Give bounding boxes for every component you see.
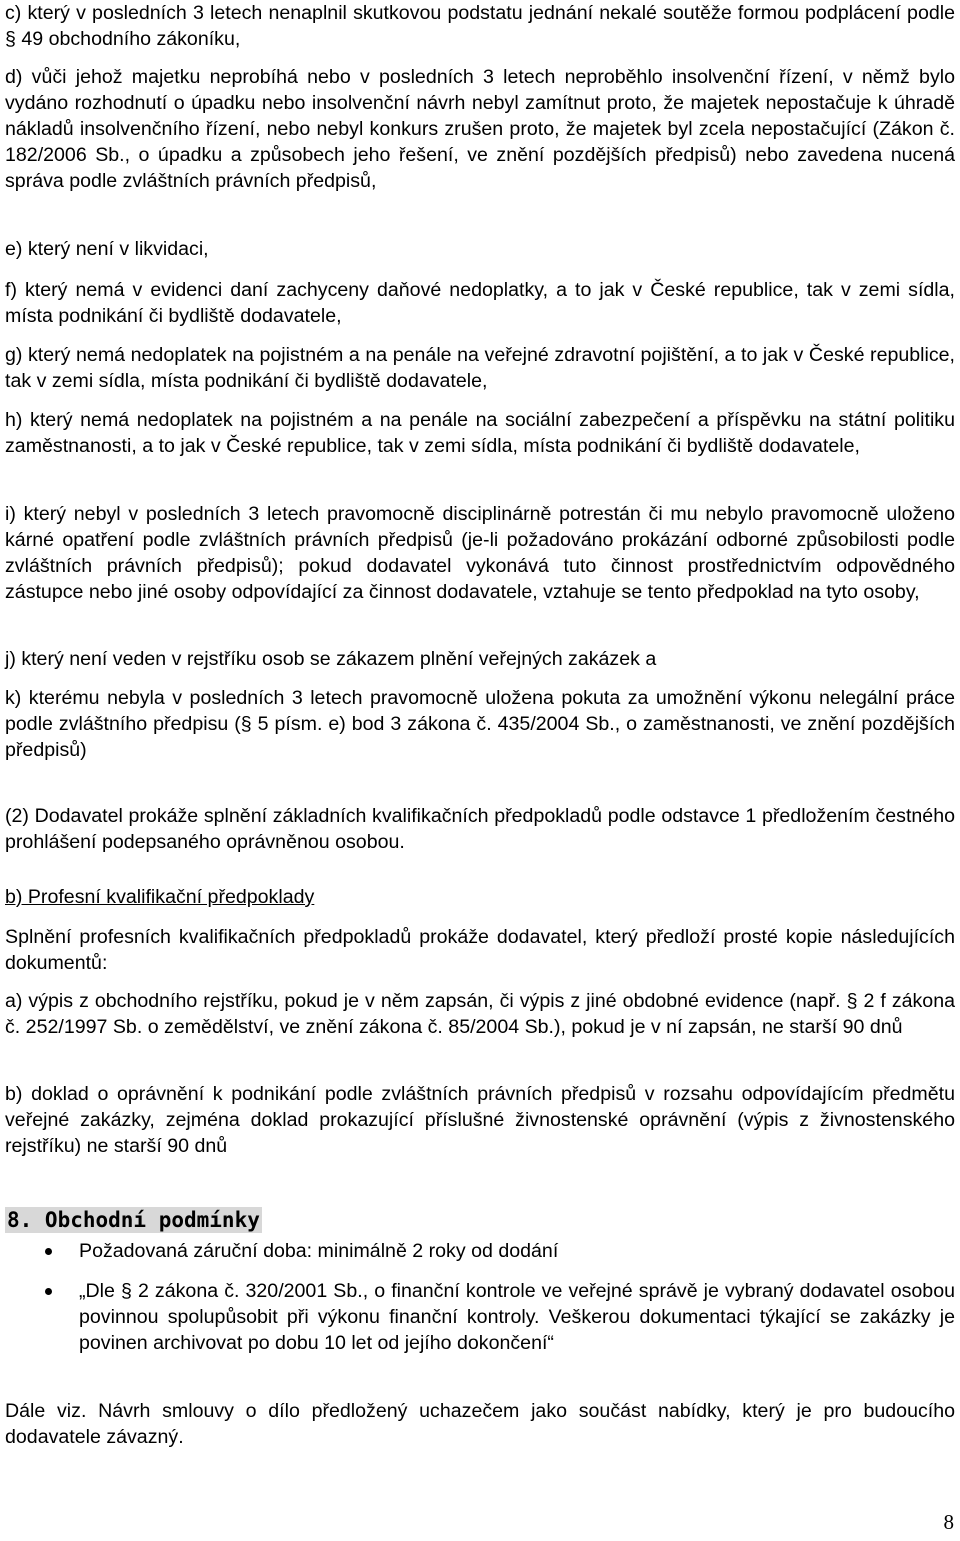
bullet-icon xyxy=(45,1248,52,1255)
paragraph-c: c) který v posledních 3 letech nenaplnil skutkovou podstatu jednání nekalé soutěže formou podplácení podle § 49 obchodního zákoníku, xyxy=(5,2,955,50)
paragraph-2: (2) Dodavatel prokáže splnění základních kvalifikačních předpokladů podle odstavce 1 předložením čestného prohlášení podepsaného oprávněnou osobou. xyxy=(5,805,955,853)
paragraph-g: g) který nemá nedoplatek na pojistném a na penále na veřejné zdravotní pojištění, a to jak v České republice, tak v zemi sídla, místa podnikání či bydliště dodavatele, xyxy=(5,344,955,392)
closing-paragraph: Dále viz. Návrh smlouvy o dílo předložený uchazečem jako součást nabídky, který je pro budoucího dodavatele závazný. xyxy=(5,1400,955,1448)
paragraph-f: f) který nemá v evidenci daní zachyceny daňové nedoplatky, a to jak v České republice, tak v zemi sídla, místa podnikání či bydliště dodavatele, xyxy=(5,279,955,327)
paragraph-e: e) který není v likvidaci, xyxy=(5,238,209,260)
paragraph-h: h) který nemá nedoplatek na pojistném a na penále na sociální zabezpečení a příspěvku na státní politiku zaměstnanosti, a to jak v České republice, tak v zemi sídla, místa podnikání či bydliště dodavatele, xyxy=(5,409,955,457)
bullet-text: Požadovaná záruční doba: minimálně 2 roky od dodání xyxy=(79,1240,559,1262)
paragraph-j: j) který není veden v rejstříku osob se zákazem plnění veřejných zakázek a xyxy=(5,648,657,670)
paragraph-k: k) kterému nebyla v posledních 3 letech pravomocně uložena pokuta za umožnění výkonu nelegální práce podle zvláštního předpisu (§ 5 písm. e) bod 3 zákona č. 435/2004 Sb., o zaměstnanosti, ve znění pozdějších předpisů) xyxy=(5,687,955,761)
paragraph-i: i) který nebyl v posledních 3 letech pravomocně disciplinárně potrestán či mu nebylo pravomocně uloženo kárné opatření podle zvláštních právních předpisů (je-li požadováno prokázání odborné způsobilosti podle zvláštních právních předpisů); pokud dodavatel vykonává tuto činnost prostřednictvím odpovědného zástupce nebo jiné osoby odpovídající za činnost dodavatele, vztahuje se tento předpoklad na tyto osoby, xyxy=(5,503,955,603)
profesni-intro: Splnění profesních kvalifikačních předpokladů prokáže dodavatel, který předloží prosté kopie následujících dokumentů: xyxy=(5,926,955,974)
bullet-icon xyxy=(45,1288,52,1295)
profesni-heading xyxy=(5,884,955,910)
profesni-item-b: b) doklad o oprávnění k podnikání podle zvláštních právních předpisů v rozsahu odpovídajícím předmětu veřejné zakázky, zejména doklad prokazující příslušné živnostenské oprávnění (výpis z živnostenského rejstříku) ne starší 90 dnů xyxy=(5,1083,955,1157)
profesni-item-a: a) výpis z obchodního rejstříku, pokud je v něm zapsán, či výpis z jiné obdobné evidence (např. § 2 f zákona č. 252/1997 Sb. o zemědělství, ve znění zákona č. 85/2004 Sb.), pokud je v ní zapsán, ne starší 90 dnů xyxy=(5,990,955,1038)
bullet-text: „Dle § 2 zákona č. 320/2001 Sb., o finanční kontrole ve veřejné správě je vybraný dodavatel osobou povinnou spolupůsobit při výkonu finanční kontroly. Veškerou dokumentaci týkající se zakázky je povinen archivovat po dobu 10 let od jejího dokončení“ xyxy=(79,1280,955,1354)
page-number: 8 xyxy=(943,1510,954,1534)
profesni-heading-text: b) Profesní kvalifikační předpoklady xyxy=(5,886,315,908)
section-8-heading: 8. Obchodní podmínky xyxy=(7,1208,260,1232)
paragraph-d: d) vůči jehož majetku neprobíhá nebo v posledních 3 letech neproběhlo insolvenční řízení, v němž bylo vydáno rozhodnutí o úpadku nebo insolvenční návrh nebyl zamítnut proto, že majetek nepostačuje k úhradě nákladů insolvenčního řízení, nebo nebyl konkurs zrušen proto, že majetek byl zcela nepostačující (Zákon č. 182/2006 Sb., o úpadku a způsobech jeho řešení, ve znění pozdějších předpisů) nebo zavedena nucená správa podle zvláštních právních předpisů, xyxy=(5,66,955,192)
